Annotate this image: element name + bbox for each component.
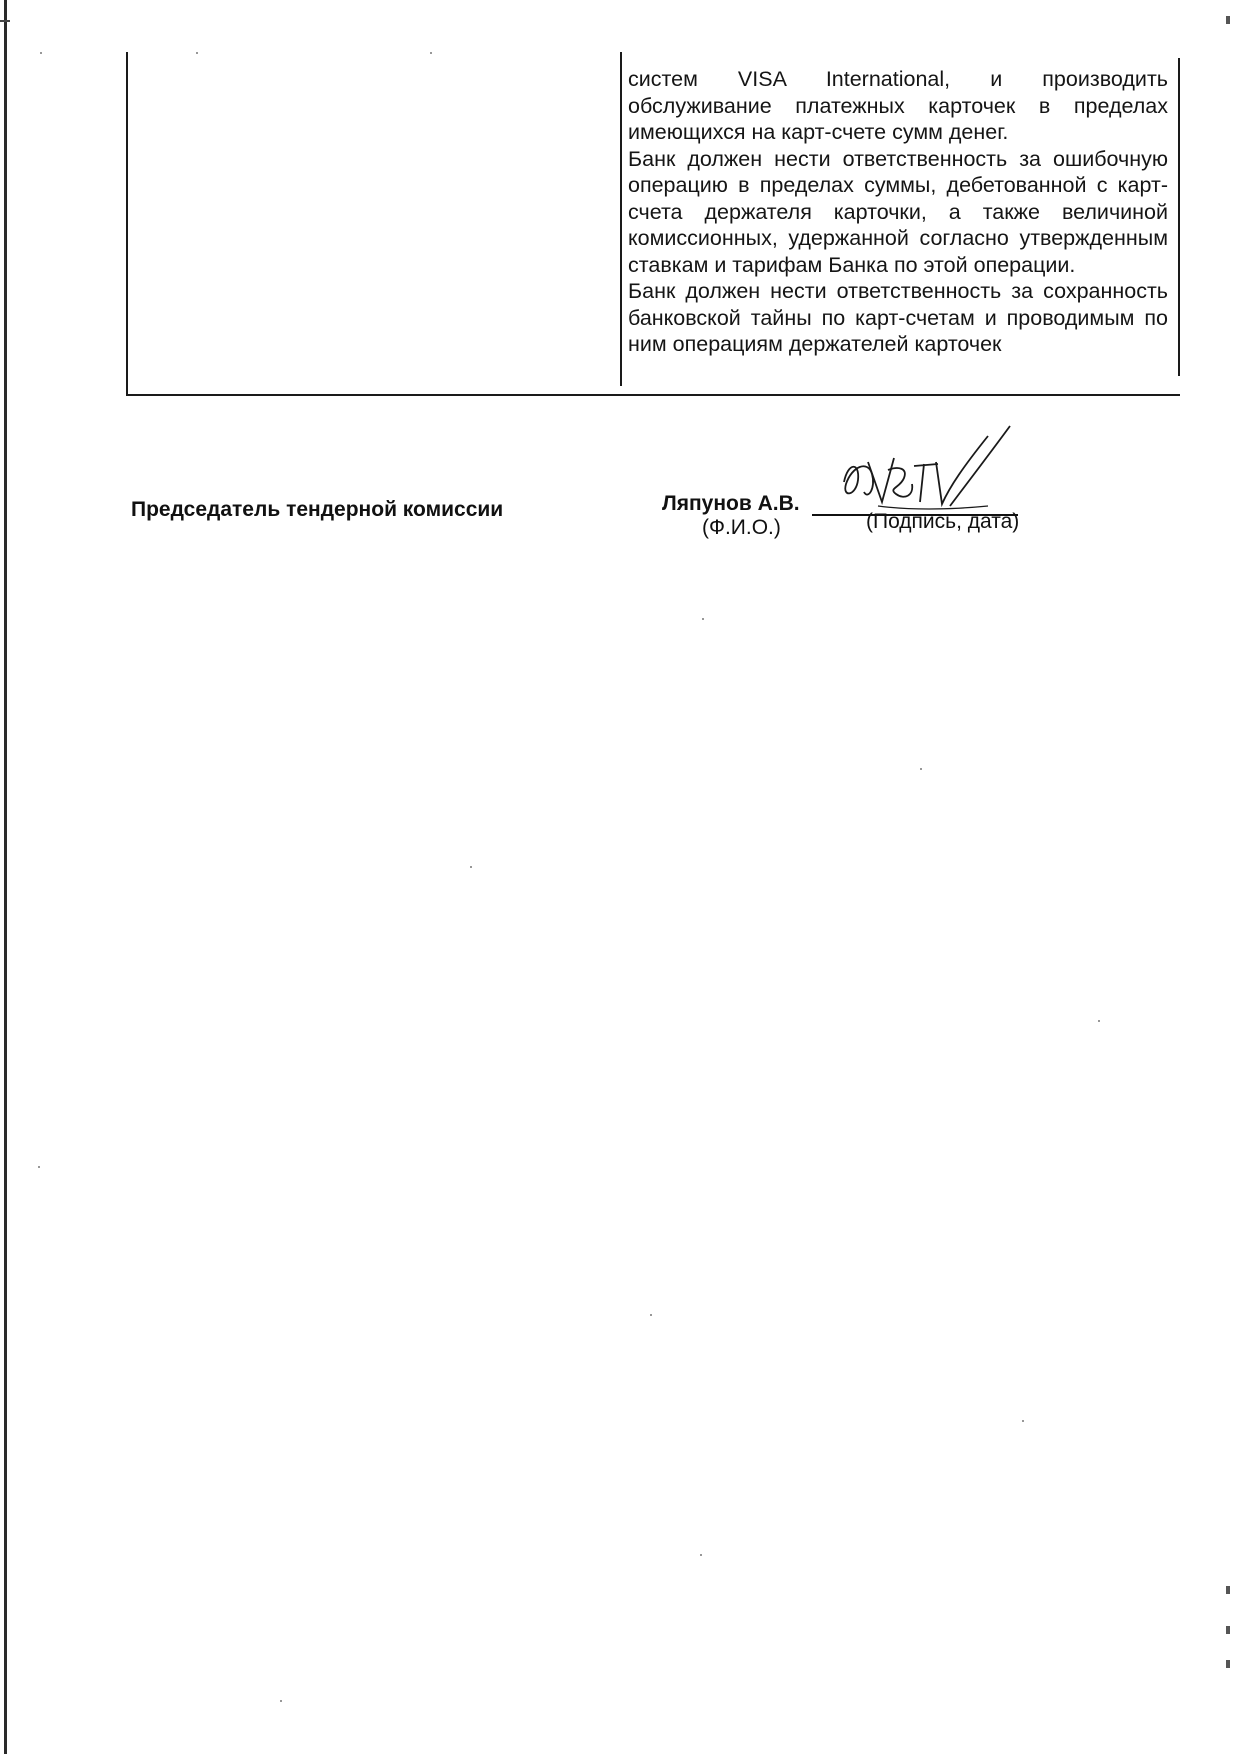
scan-speck [280, 1700, 282, 1702]
signature-caption: (Подпись, дата) [866, 510, 1020, 533]
table-left-border [126, 52, 128, 396]
name-caption: (Ф.И.О.) [702, 516, 781, 539]
scan-speck [38, 1166, 40, 1168]
scan-edge-mark [0, 20, 10, 22]
scan-speck [702, 618, 704, 620]
position-title: Председатель тендерной комиссии [131, 498, 504, 521]
table-bottom-border [126, 394, 1180, 396]
scan-speck [650, 1314, 652, 1316]
table-right-border [1178, 58, 1180, 376]
handwritten-signature [838, 422, 1018, 532]
scan-speck [1098, 1020, 1100, 1022]
scan-speck [40, 52, 42, 54]
scan-edge-mark [1226, 16, 1230, 24]
scan-edge-mark [1226, 1660, 1230, 1668]
table-middle-border [620, 52, 622, 386]
scan-speck [1022, 1420, 1024, 1422]
scan-edge-mark [1226, 1586, 1230, 1594]
scan-edge-mark [1226, 1626, 1230, 1634]
scan-edge-line [4, 0, 7, 1754]
cell-paragraph-2: Банк должен нести ответственность за ошибочную операцию в пределах суммы, дебетованной с карт-счета держателя карточки, а также величиной комиссионных, удержанной согласно утвержденным ставкам и тарифам Банка по этой операции. [628, 146, 1168, 277]
signer-name: Ляпунов А.В. [662, 492, 800, 515]
scan-speck [700, 1554, 702, 1556]
table-cell-text [628, 66, 1168, 358]
cell-paragraph-3: Банк должен нести ответственность за сохранность банковской тайны по карт-счетам и проводимым по ним операциям держателей карточек [628, 279, 1168, 356]
scan-speck [430, 52, 432, 54]
scan-speck [920, 768, 922, 770]
scan-speck [470, 866, 472, 868]
cell-paragraph-1: систем VISA International, и производить обслуживание платежных карточек в пределах имеющихся на карт-счете сумм денег. [628, 67, 1168, 144]
scan-speck [196, 52, 198, 54]
